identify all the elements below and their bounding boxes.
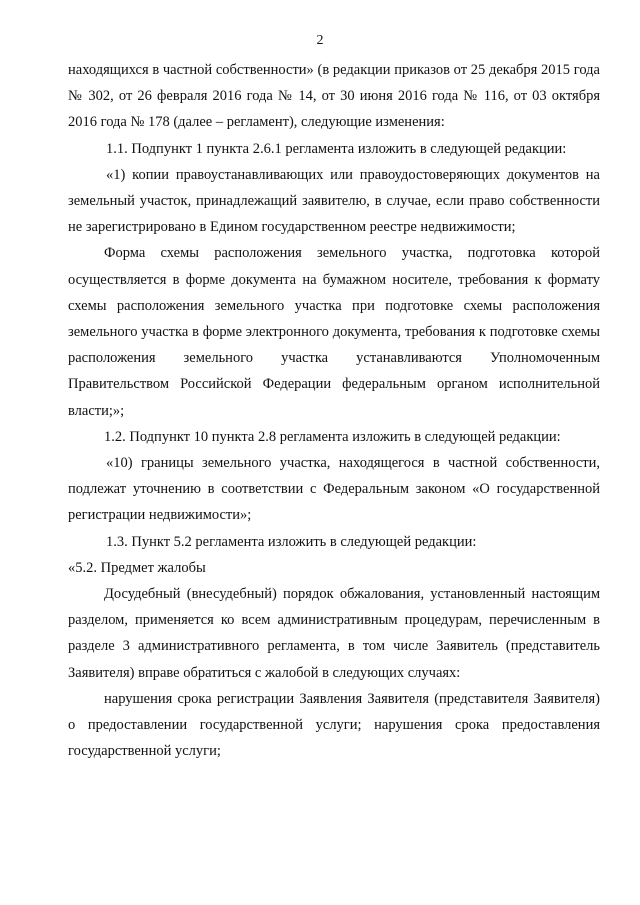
page-number: 2 xyxy=(316,33,324,48)
paragraph-appeal-procedure: Досудебный (внесудебный) порядок обжалования, установленный настоящим разделом, применяется ко всем административным процедурам, перечисленным в разделе 3 административного регламента, в том числе Заявитель (представитель Заявителя) вправе обратиться с жалобой в следующих случаях: xyxy=(68,586,600,681)
paragraph-violation-cases: нарушения срока регистрации Заявления Заявителя (представителя Заявителя) о предоставлении государственной услуги; нарушения срока предоставления государственной услуги; xyxy=(68,690,600,760)
paragraph-item-1-1: 1.1. Подпункт 1 пункта 2.6.1 регламента изложить в следующей редакции: xyxy=(106,140,567,157)
paragraph-item-1-3: 1.3. Пункт 5.2 регламента изложить в следующей редакции: xyxy=(106,533,477,550)
paragraph-item-1-2: 1.2. Подпункт 10 пункта 2.8 регламента изложить в следующей редакции: xyxy=(104,428,561,445)
paragraph-subitem-10-text: «10) границы земельного участка, находящегося в частной собственности, подлежат уточнению в соответствии с Федеральным законом «О государственной регистрации недвижимости»; xyxy=(68,455,600,524)
document-body xyxy=(68,57,600,764)
paragraph-subitem-1-text: «1) копии правоустанавливающих или правоудостоверяющих документов на земельный участок, принадлежащий заявителю, в случае, если право собственности не зарегистрировано в Едином государственном реестре недвижимости; xyxy=(68,166,600,236)
paragraph-scheme-form: Форма схемы расположения земельного участка, подготовка которой осуществляется в форме документа на бумажном носителе, требования к формату схемы расположения земельного участка при подготовке схемы расположения земельного участка в форме электронного документа, требования к подготовке схемы расположения земельного участка устанавливаются Уполномоченным Правительством Российской Федерации федеральным органом исполнительной власти;»; xyxy=(68,245,600,419)
section-heading-5-2: «5.2. Предмет жалобы xyxy=(68,559,206,576)
paragraph-intro-continuation: находящихся в частной собственности» (в редакции приказов от 25 декабря 2015 года № 302, от 26 февраля 2016 года № 14, от 30 июня 2016 года № 116, от 03 октября 2016 года № 178 (далее – регламент), следующие изменения: xyxy=(68,62,600,131)
